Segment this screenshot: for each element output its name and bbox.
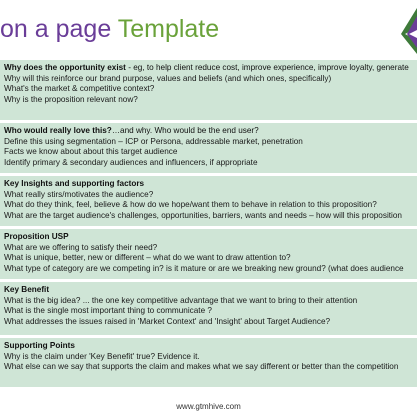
template-sections [0, 60, 417, 387]
section-key-benefit [0, 279, 417, 335]
section-heading: Why does the opportunity exist - eg, to help client reduce cost, improve experience, improve loyalty, generate [4, 63, 409, 72]
section-heading: Supporting Points [4, 341, 75, 350]
section-audience [0, 120, 417, 173]
section-opportunity [0, 60, 417, 120]
section-insights [0, 173, 417, 226]
section-heading: Proposition USP [4, 232, 69, 241]
section-line: What do they think, feel, believe & how do we hope/want them to behave in relation to this proposition? [4, 200, 377, 209]
section-line: What addresses the issues raised in 'Market Context' and 'Insight' about Target Audience? [4, 316, 331, 326]
section-line: What is unique, better, new or different – what do we want to draw attention to? [4, 253, 291, 262]
section-line: What is the big idea? ... the one key competitive advantage that we want to bring to their attention [4, 295, 358, 305]
section-line: What is the single most important thing to communicate ? [4, 306, 212, 315]
section-heading: Who would really love this?…and why. Who would be the end user? [4, 126, 259, 135]
section-line: Identify primary & secondary audiences and influencers, if appropriate [4, 157, 258, 167]
section-line: What are the target audience's challenges, opportunities, barriers, wants and needs – how will this proposition [4, 210, 402, 220]
section-heading: Key Benefit [4, 285, 50, 294]
section-line: What really stirs/motivates the audience? [4, 189, 154, 199]
section-supporting-points [0, 335, 417, 387]
title-part-purple: on a page [0, 15, 112, 43]
section-line: Facts we know about about this target audience [4, 147, 178, 156]
page-title [0, 14, 219, 44]
section-line: Why will this reinforce our brand purpose, values and beliefs (and which ones, specifically) [4, 73, 332, 83]
section-line: What are we offering to satisfy their need? [4, 242, 158, 252]
section-line: What's the market & competitive context? [4, 84, 155, 93]
footer-website: www.gtmhive.com [176, 402, 241, 411]
section-usp [0, 226, 417, 279]
section-line: Why is the proposition relevant now? [4, 94, 138, 104]
section-line: Why is the claim under 'Key Benefit' true? Evidence it. [4, 351, 200, 361]
section-heading: Key Insights and supporting factors [4, 179, 145, 188]
section-line: What type of category are we competing in? is it mature or are we breaking new ground? (what does audience [4, 263, 404, 273]
section-line: Define this using segmentation – ICP or Persona, addressable market, penetration [4, 136, 303, 146]
brand-logo-icon [401, 8, 417, 54]
section-line: What else can we say that supports the claim and makes what we say different or better than the competition [4, 362, 399, 371]
title-part-green: Template [117, 15, 220, 43]
